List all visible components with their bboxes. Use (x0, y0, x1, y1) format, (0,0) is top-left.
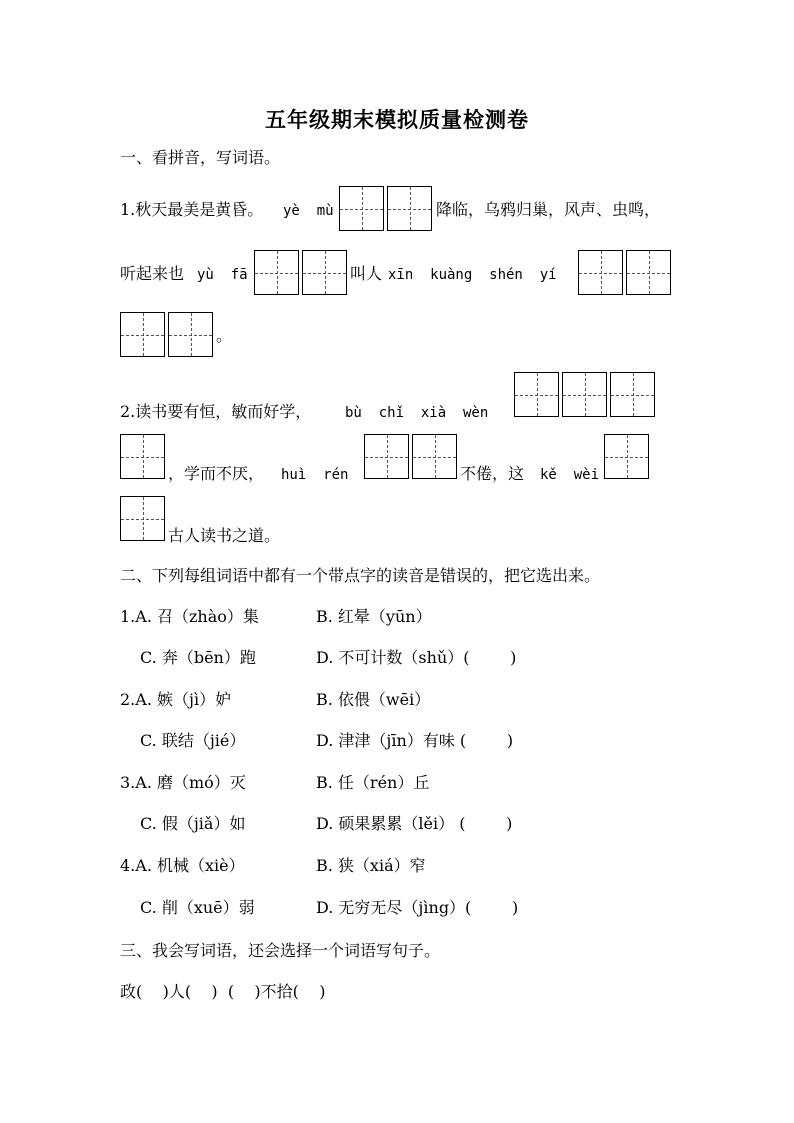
q2-3-option-d: D. 硕果累累（lěi） ( ) (316, 814, 513, 833)
q2-3-option-b: B. 任（rén）丘 (316, 773, 430, 792)
q1-char-box-1[interactable] (339, 186, 384, 231)
page-title: 五年级期末模拟质量检测卷 (265, 107, 529, 132)
q1-char-box-2[interactable] (387, 186, 432, 231)
q1-char-box-7[interactable] (120, 312, 165, 357)
q2-pinyin-buchixiawen: bù chǐ xià wèn (345, 405, 489, 421)
section2-heading: 二、下列每组词语中都有一个带点字的读音是错误的，把它选出来。 (120, 566, 601, 585)
q2-text-b: ，学而不厌， (168, 464, 265, 483)
q2-2-option-a: 2.A. 嫉（jì）妒 (120, 690, 232, 709)
section3-fill-line: 政( )人( ) ( )不拾( ) (120, 982, 326, 1001)
q2-char-box-5[interactable] (364, 434, 409, 479)
q2-text-a: 2.读书要有恒，敏而好学， (120, 402, 312, 421)
q1-text-a: 1.秋天最美是黄昏。 (120, 200, 264, 219)
q1-char-box-4[interactable] (302, 250, 347, 295)
q1-text-d: 叫人 (350, 264, 383, 283)
q2-3-option-c: C. 假（jiǎ）如 (140, 814, 246, 833)
q2-2-option-c: C. 联结（jié） (140, 731, 246, 750)
q2-4-option-d: D. 无穷无尽（jìng）( ) (316, 898, 519, 917)
q2-4-option-c: C. 削（xuē）弱 (140, 898, 255, 917)
q2-4-option-a: 4.A. 机械（xiè） (120, 856, 245, 875)
q2-text-c: 不倦，这 (460, 464, 525, 483)
q2-pinyin-kewei: kě wèi (540, 467, 600, 483)
q2-char-box-1[interactable] (514, 372, 559, 417)
section3-heading: 三、我会写词语，还会选择一个词语写句子。 (120, 941, 441, 960)
q1-text-c: 听起来也 (120, 264, 185, 283)
q1-char-box-6[interactable] (626, 250, 671, 295)
q1-char-box-8[interactable] (168, 312, 213, 357)
q1-text-b: 降临，乌鸦归巢，风声、虫鸣， (436, 200, 661, 219)
q1-pinyin-yufa: yù fā (197, 267, 248, 283)
q2-char-box-3[interactable] (610, 372, 655, 417)
q1-pinyin-yemu: yè mù (283, 203, 334, 219)
q1-char-box-5[interactable] (578, 250, 623, 295)
q1-pinyin-xinkuangshenyi: xīn kuàng shén yí (388, 267, 557, 283)
q2-pinyin-huiren: huì rén (281, 467, 349, 483)
q2-char-box-6[interactable] (412, 434, 457, 479)
q2-1-option-b: B. 红晕（yūn） (316, 607, 432, 626)
q2-1-option-c: C. 奔（bēn）跑 (140, 648, 256, 667)
q2-3-option-a: 3.A. 磨（mó）灭 (120, 773, 246, 792)
section1-heading: 一、看拼音，写词语。 (120, 148, 281, 167)
q2-char-box-4[interactable] (120, 434, 165, 479)
q2-1-option-d: D. 不可计数（shǔ）( ) (316, 648, 517, 667)
q2-4-option-b: B. 狭（xiá）窄 (316, 856, 426, 875)
q2-char-box-8[interactable] (120, 496, 165, 541)
q2-char-box-2[interactable] (562, 372, 607, 417)
q1-char-box-3[interactable] (254, 250, 299, 295)
q2-2-option-d: D. 津津（jīn）有味 ( ) (316, 731, 514, 750)
q2-char-box-7[interactable] (604, 434, 649, 479)
q2-2-option-b: B. 依偎（wēi） (316, 690, 431, 709)
q2-1-option-a: 1.A. 召（zhào）集 (120, 607, 259, 626)
q2-text-d: 古人读书之道。 (168, 526, 281, 545)
q1-text-e: 。 (216, 326, 233, 345)
